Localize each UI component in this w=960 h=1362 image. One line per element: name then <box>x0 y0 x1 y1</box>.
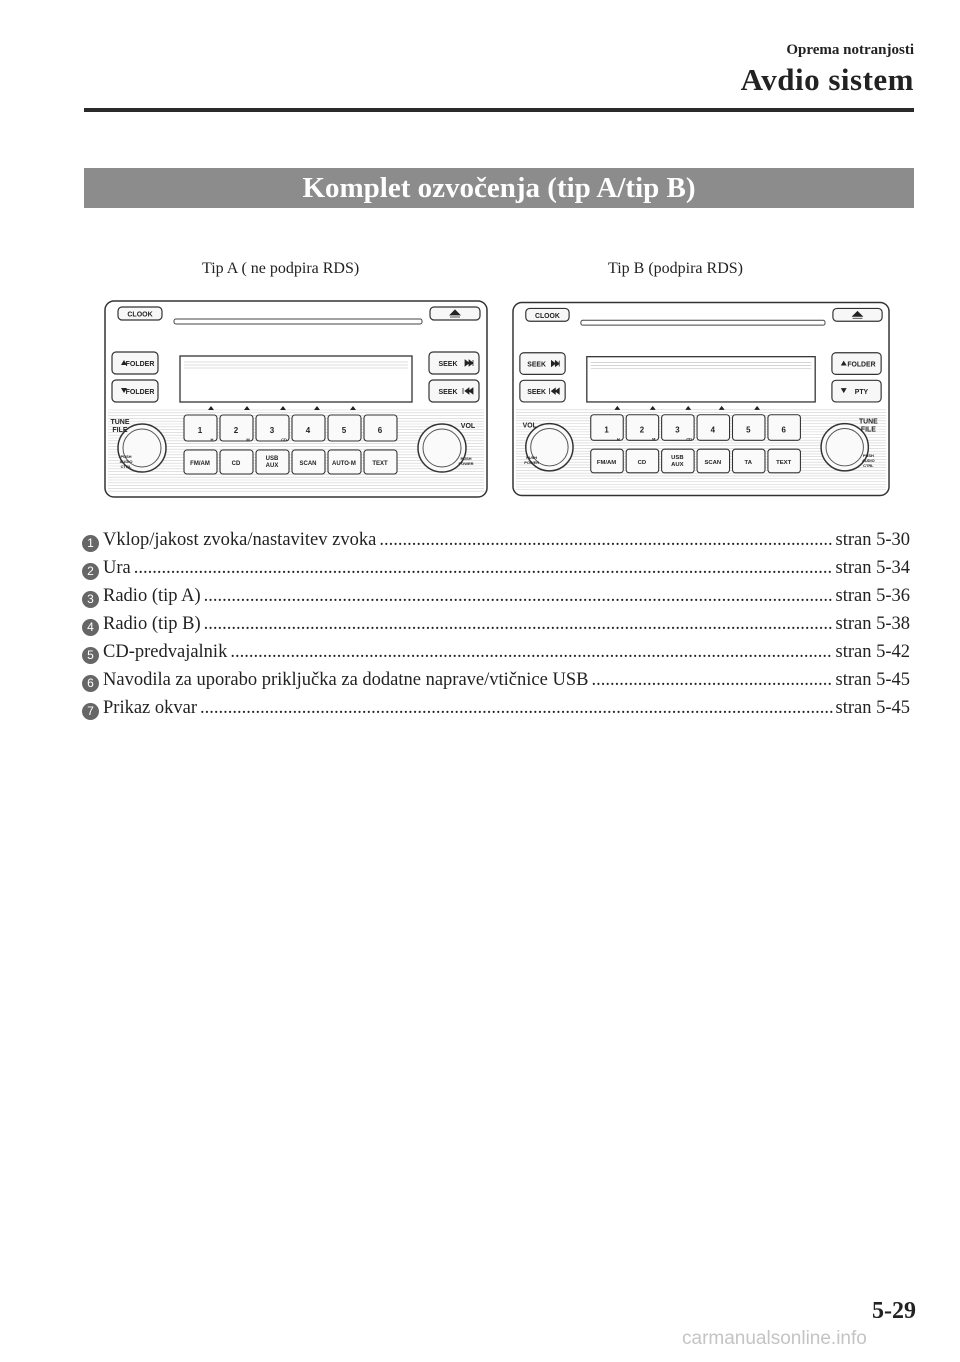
item-label: Ura <box>103 558 131 578</box>
preset-label: 5 <box>341 426 347 435</box>
dot-leader <box>204 614 833 635</box>
item-label: Vklop/jakost zvoka/nastavitev zvoka <box>103 530 377 550</box>
preset-sublabel: CD <box>281 437 287 442</box>
item-number-badge: 4 <box>82 619 99 636</box>
left-knob-label: FILE <box>112 427 128 434</box>
right-knob-label: FILE <box>860 426 876 434</box>
list-item <box>82 642 910 670</box>
item-number-badge: 3 <box>82 591 99 608</box>
function-label: USB <box>671 455 684 462</box>
cd-slot <box>581 320 825 325</box>
function-label: USB <box>265 456 279 462</box>
item-number-badge: 7 <box>82 703 99 720</box>
preset-sublabel: H <box>616 436 620 442</box>
function-label: TEXT <box>372 461 388 467</box>
right-knob-sublabel: CTRL <box>863 462 874 468</box>
dot-leader <box>204 586 833 607</box>
function-label: TEXT <box>776 459 792 466</box>
left-top-button-label: SEEK <box>527 361 546 369</box>
function-label: TA <box>744 459 752 466</box>
preset-label: 1 <box>197 426 203 435</box>
item-number-badge: 6 <box>82 675 99 692</box>
dot-leader <box>134 558 833 579</box>
list-item <box>82 530 910 558</box>
preset-sublabel: H <box>210 437 214 442</box>
dot-leader <box>230 642 832 663</box>
left-top-button-label: FOLDER <box>125 361 155 368</box>
contents-list <box>82 530 910 726</box>
chapter-title: Avdio sistem <box>740 62 914 97</box>
radio-type-b <box>512 300 890 498</box>
list-item <box>82 698 910 726</box>
list-item <box>82 614 910 642</box>
function-label: FM/AM <box>190 461 210 467</box>
left-knob-label: TUNE <box>110 419 130 426</box>
preset-label: 2 <box>639 425 645 435</box>
list-item <box>82 586 910 614</box>
caption-type-a: Tip A ( ne podpira RDS) <box>202 260 360 277</box>
preset-label: 6 <box>377 426 383 435</box>
list-item <box>82 670 910 698</box>
left-knob-sublabel: AUDIO <box>119 459 133 464</box>
left-bottom-button-label: FOLDER <box>125 389 155 396</box>
left-knob-label: VOL <box>522 422 537 430</box>
right-knob-sublabel: AUDIO <box>862 458 875 463</box>
section-title: Oprema notranjosti <box>786 42 914 58</box>
preset-sublabel: CD <box>686 436 693 442</box>
item-page-ref: stran 5-30 <box>835 530 910 550</box>
preset-label: 2 <box>233 426 239 435</box>
preset-label: 4 <box>305 426 311 435</box>
right-knob-sublabel: PUSH <box>460 456 472 461</box>
item-number-badge: 1 <box>82 535 99 552</box>
function-label: AUTO·M <box>332 461 356 467</box>
left-knob-sublabel: CTRL <box>120 464 132 469</box>
right-bottom-button-label: PTY <box>854 389 869 397</box>
preset-label: 6 <box>781 425 786 435</box>
function-label: SCAN <box>299 461 317 467</box>
item-label: Prikaz okvar <box>103 698 198 718</box>
right-knob-sublabel: POWER <box>458 461 474 466</box>
clook-button-label: CLOOK <box>535 312 560 320</box>
right-knob-label: VOL <box>460 423 476 430</box>
radio-type-a <box>104 300 488 498</box>
clook-button-label: CLOOK <box>127 311 153 319</box>
cd-slot <box>174 319 422 324</box>
watermark: carmanualsonline.info <box>682 1328 867 1349</box>
left-knob-sublabel: POWER <box>524 459 540 465</box>
left-knob-sublabel: PUSH <box>120 454 132 459</box>
left-knob-sublabel: PUSH <box>526 455 538 461</box>
function-label: SCAN <box>704 459 722 466</box>
preset-sublabel: M <box>246 437 250 442</box>
preset-label: 5 <box>746 425 751 435</box>
list-item <box>82 558 910 586</box>
item-page-ref: stran 5-38 <box>835 614 910 634</box>
dot-leader <box>591 670 832 691</box>
right-knob-sublabel: PUSH <box>862 453 874 459</box>
item-label: Radio (tip B) <box>103 614 201 634</box>
dot-leader <box>200 698 832 719</box>
preset-sublabel: M <box>652 436 656 442</box>
item-page-ref: stran 5-34 <box>835 558 910 578</box>
item-label: Radio (tip A) <box>103 586 201 606</box>
item-page-ref: stran 5-42 <box>835 642 910 662</box>
item-number-badge: 5 <box>82 647 99 664</box>
section-banner: Komplet ozvočenja (tip A/tip B) <box>84 168 914 208</box>
caption-type-b: Tip B (podpira RDS) <box>608 260 743 277</box>
function-label: FM/AM <box>596 459 617 466</box>
preset-label: 1 <box>604 425 609 435</box>
function-label: CD <box>231 461 241 467</box>
right-top-button-label: SEEK <box>438 361 458 368</box>
function-label: AUX <box>671 461 684 468</box>
left-bottom-button-label: SEEK <box>527 389 546 397</box>
right-knob-label: TUNE <box>858 418 878 426</box>
preset-label: 3 <box>269 426 275 435</box>
right-top-button-label: FOLDER <box>847 361 876 369</box>
display-window <box>587 357 815 402</box>
page-number: 5-29 <box>872 1298 916 1324</box>
dot-leader <box>379 530 832 551</box>
item-page-ref: stran 5-36 <box>835 586 910 606</box>
display-window <box>180 356 412 402</box>
function-label: AUX <box>265 463 279 469</box>
preset-label: 4 <box>710 425 715 435</box>
item-page-ref: stran 5-45 <box>835 698 910 718</box>
item-label: CD-predvajalnik <box>103 642 228 662</box>
function-label: CD <box>637 459 647 466</box>
item-number-badge: 2 <box>82 563 99 580</box>
item-label: Navodila za uporabo priključka za dodatne naprave/vtičnice USB <box>103 670 589 690</box>
function-button <box>256 450 289 474</box>
preset-label: 3 <box>675 425 680 435</box>
header-divider <box>84 108 914 112</box>
right-bottom-button-label: SEEK <box>438 389 458 396</box>
item-page-ref: stran 5-45 <box>835 670 910 690</box>
